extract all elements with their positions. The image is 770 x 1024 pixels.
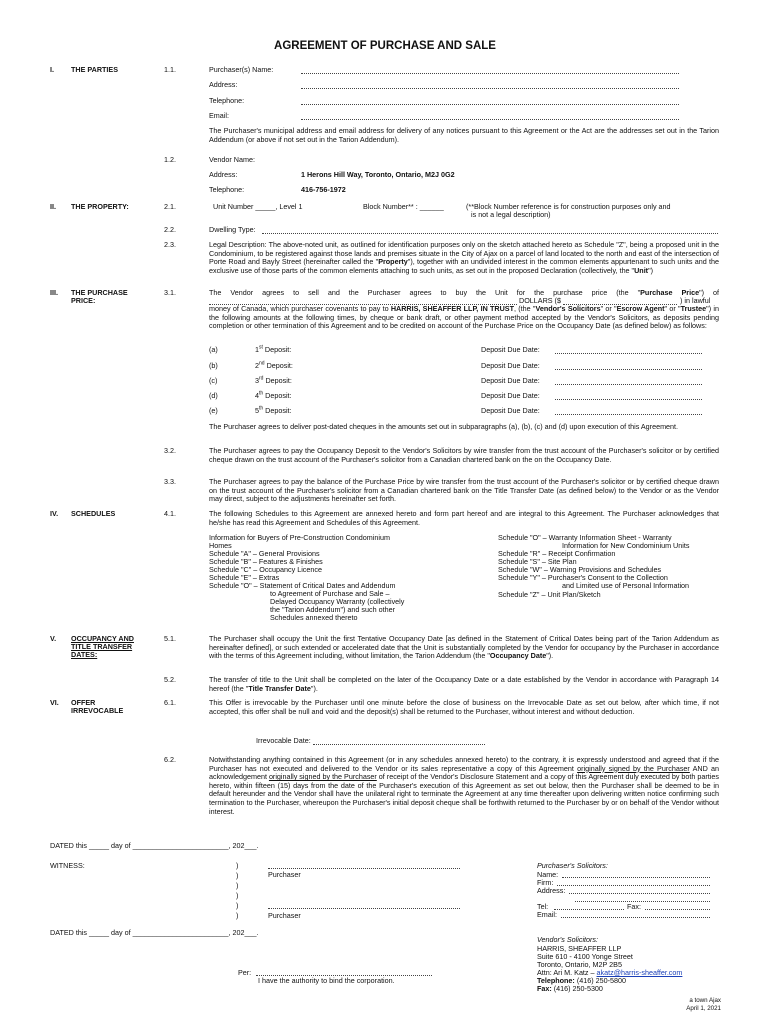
vendor-telephone-label: Telephone: <box>209 185 245 194</box>
solicitor-address-label: Address: <box>537 886 566 895</box>
clause-number: 5.1. <box>164 634 176 643</box>
section-heading-schedules: SCHEDULES <box>71 509 116 518</box>
schedule-item: Homes <box>209 541 232 550</box>
schedule-item: to Agreement of Purchase and Sale – <box>270 589 390 598</box>
deposit-due-label: Deposit Due Date: <box>481 406 540 415</box>
block-note-line2: is not a legal description) <box>471 210 551 219</box>
authority-statement: I have the authority to bind the corporation. <box>258 976 395 985</box>
section-number: VI. <box>50 698 59 707</box>
deposit-due-label: Deposit Due Date: <box>481 391 540 400</box>
solicitor-fax-field[interactable] <box>645 909 710 910</box>
vendor-telephone-value: 416-756-1972 <box>301 185 346 194</box>
clause-number: 4.1. <box>164 509 176 518</box>
schedule-item: the "Tarion Addendum") and such other <box>270 605 395 614</box>
post-dated-cheques-text: The Purchaser agrees to deliver post-dated cheques in the amounts set out in subparagraphs (a), (b), (c) and (d) upon execution of this Agreement. <box>209 422 679 431</box>
irrevocable-date-label: Irrevocable Date: <box>256 736 311 745</box>
schedule-item: Schedule "E" – Extras <box>209 573 280 582</box>
purchaser-name-label: Purchaser(s) Name: <box>209 65 274 74</box>
footer-date: April 1, 2021 <box>686 1005 721 1012</box>
clause-number: 2.1. <box>164 202 176 211</box>
footer-project: a town Ajax <box>689 997 721 1004</box>
schedule-item: Schedules annexed thereto <box>270 613 358 622</box>
schedule-item: Information for Buyers of Pre-Construction Condominium <box>209 533 390 542</box>
vendor-address-label: Address: <box>209 170 238 179</box>
dwelling-type-field[interactable] <box>262 233 718 234</box>
purchaser-signature-label: Purchaser <box>268 870 301 879</box>
deposit-label: 3rd Deposit: <box>255 375 292 385</box>
deposit-due-field[interactable] <box>555 353 702 354</box>
deposit-label: 4th Deposit: <box>255 390 292 400</box>
bracket: ) <box>236 901 239 910</box>
deposit-letter: (a) <box>209 345 218 354</box>
deposit-due-label: Deposit Due Date: <box>481 376 540 385</box>
deposit-due-label: Deposit Due Date: <box>481 345 540 354</box>
schedule-item: Schedule "A" – General Provisions <box>209 549 320 558</box>
purchaser-notice-text: The Purchaser's municipal address and email address for delivery of any notices pursuant to this Agreement or the Act are the addresses set out in the Tarion Addendum (or above if not set out in the Tarion Addendum). <box>209 126 719 144</box>
vendor-solicitors-heading: Vendor's Solicitors: <box>537 935 599 944</box>
solicitor-name-label: Name: <box>537 870 559 879</box>
witness-label: WITNESS: <box>50 861 85 870</box>
deposit-letter: (b) <box>209 361 218 370</box>
clause-number: 1.1. <box>164 65 176 74</box>
deposit-label: 1st Deposit: <box>255 344 292 354</box>
schedule-item: Schedule "S" – Site Plan <box>498 557 577 566</box>
vendor-name-label: Vendor Name: <box>209 155 255 164</box>
occupancy-deposit-text: The Purchaser agrees to pay the Occupancy Deposit to the Vendor's Solicitors by wire transfer from the trust account of the Purchaser's solicitor or by certified cheque drawn on the trust account of the Purchaser's solicitor from a Canadian chartered bank on the on the Occupancy Date. <box>209 446 719 464</box>
purchaser-email-label: Email: <box>209 111 229 120</box>
deposit-label: 2nd Deposit: <box>255 360 293 370</box>
section-heading-occupancy-3: DATES: <box>71 650 98 659</box>
clause-number: 6.1. <box>164 698 176 707</box>
vendor-solicitor-firm: HARRIS, SHEAFFER LLP <box>537 944 622 953</box>
purchaser-signature-label: Purchaser <box>268 911 301 920</box>
clause-number: 3.3. <box>164 477 176 486</box>
vendor-solicitor-address-2: Toronto, Ontario, M2P 2B5 <box>537 960 622 969</box>
balance-payment-text: The Purchaser agrees to pay the balance of the Purchase Price by wire transfer from the trust account of the Purchaser's solicitor or by certified cheque drawn on the trust account of the Purchaser's solicitor from a Canadian chartered bank on the Title Transfer Date (as defined below) to the Vendor or as the Vendor may direct, subject to the adjustments hereinafter set forth. <box>209 477 719 504</box>
dwelling-type-label: Dwelling Type: <box>209 225 256 234</box>
schedule-item: Delayed Occupancy Warranty (collectively <box>270 597 405 606</box>
section-heading-parties: THE PARTIES <box>71 65 118 74</box>
solicitor-tel-label: Tel: <box>537 902 549 911</box>
vendor-solicitor-fax: Fax: (416) 250-5300 <box>537 984 603 993</box>
bracket: ) <box>236 911 239 920</box>
lawful-label: ) in lawful <box>680 296 711 305</box>
schedule-item: Schedule "O" – Warranty Information Sheet - Warranty <box>498 533 672 542</box>
bracket: ) <box>236 881 239 890</box>
vendor-solicitor-telephone: Telephone: (416) 250-5800 <box>537 976 626 985</box>
purchaser-telephone-label: Telephone: <box>209 96 245 105</box>
solicitor-firm-label: Firm: <box>537 878 554 887</box>
bracket: ) <box>236 871 239 880</box>
legal-description-text: Legal Description: The above-noted unit, as outlined for identification purposes only on the sketch attached hereto as Schedule "Z", being a proposed unit in the Condominium, to be registered against those lands and premises situate in the City of Ajax on a parcel of land located to the north and east of the intersection of Porte Road and Bayly Street (hereinafter called the "Property"), together with an undivided interest in the common elements appurtenant to such units and the exclusive use of those parts of the common elements attaching to such units, as set out in the proposed Declaration (collectively, the "Unit") <box>209 240 719 275</box>
irrevocable-date-field[interactable] <box>313 744 485 745</box>
section-heading-property: THE PROPERTY: <box>71 202 129 211</box>
section-number: I. <box>50 65 54 74</box>
bracket: ) <box>236 891 239 900</box>
dated-line-purchaser[interactable]: DATED this _____ day of ________________________, 202___. <box>50 841 259 850</box>
solicitor-address-field-2[interactable] <box>575 901 710 902</box>
clause-number: 1.2. <box>164 155 176 164</box>
schedule-item: Schedule "W" – Warning Provisions and Schedules <box>498 565 662 574</box>
section-heading-price-1: THE PURCHASE <box>71 288 128 297</box>
section-number: V. <box>50 634 57 643</box>
section-heading-offer-2: IRREVOCABLE <box>71 706 124 715</box>
deposit-due-field[interactable] <box>555 414 702 415</box>
deposit-letter: (e) <box>209 406 218 415</box>
unit-number-field[interactable]: Unit Number _____, Level 1 <box>213 202 303 211</box>
schedule-item: Schedule "B" – Features & Finishes <box>209 557 323 566</box>
per-label: Per: <box>238 968 252 977</box>
section-number: II. <box>50 202 56 211</box>
schedule-item: Schedule "Y" – Purchaser's Consent to the Collection <box>498 573 668 582</box>
vendor-solicitor-email-link[interactable]: akatz@harris-sheaffer.com <box>596 968 683 977</box>
deposit-letter: (d) <box>209 391 218 400</box>
solicitor-tel-field[interactable] <box>554 909 624 910</box>
purchaser-signature-line[interactable] <box>268 908 460 909</box>
title-transfer-text: The transfer of title to the Unit shall be completed on the later of the Occupancy Date or a date established by the Vendor in accordance with Paragraph 14 hereof (the "Title Transfer Date"). <box>209 675 719 693</box>
solicitor-firm-field[interactable] <box>557 885 710 886</box>
bracket: ) <box>236 861 239 870</box>
schedule-item: Schedule "R" – Receipt Confirmation <box>498 549 616 558</box>
purchase-price-line1: The Vendor agrees to sell and the Purchaser agrees to buy the Unit for the purchase price (the "Purchase Price") of <box>209 288 719 297</box>
section-heading-price-2: PRICE: <box>71 296 96 305</box>
deposit-terms-text: money of Canada, which purchaser covenants to pay to HARRIS, SHEAFFER LLP, IN TRUST, (the "Vendor's Solicitors" or "Escrow Agent" or "Trustee") in the following amounts at the following times, by cheque or bank draft, or other payment method accepted by the Vendor's Solicitors, as deposits pending completion or other termination of this Agreement and to be credited on account of the Purchase Price on the Occupancy Date (as defined below) as follows: <box>209 304 719 331</box>
purchaser-email-field[interactable] <box>301 119 679 120</box>
purchaser-address-label: Address: <box>209 80 238 89</box>
vendor-solicitor-address-1: Suite 610 - 4100 Yonge Street <box>537 952 633 961</box>
deposit-due-label: Deposit Due Date: <box>481 361 540 370</box>
vendor-address-value: 1 Herons Hill Way, Toronto, Ontario, M2J 0G2 <box>301 170 455 179</box>
purchaser-telephone-field[interactable] <box>301 104 679 105</box>
section-heading-occupancy-2: TITLE TRANSFER <box>71 642 133 651</box>
clause-number: 6.2. <box>164 755 176 764</box>
solicitor-fax-label: Fax: <box>627 902 641 911</box>
section-number: III. <box>50 288 58 297</box>
solicitor-name-field[interactable] <box>562 877 710 878</box>
solicitor-address-field[interactable] <box>569 893 710 894</box>
dated-line-vendor[interactable]: DATED this _____ day of ________________________, 202___. <box>50 928 259 937</box>
irrevocable-text: This Offer is irrevocable by the Purchaser until one minute before the close of business on the Irrevocable Date as set out below, after which time, if not accepted, this offer shall be null and void and the deposit(s) shall be returned to the Purchaser, without interest and without deduction. <box>209 698 719 716</box>
section-heading-occupancy-1: OCCUPANCY AND <box>71 634 134 643</box>
deposit-label: 5th Deposit: <box>255 405 292 415</box>
purchaser-name-field[interactable] <box>301 73 679 74</box>
block-number-field[interactable]: Block Number** : ______ <box>363 202 444 211</box>
vendor-solicitor-attention: Attn: Ari M. Katz – akatz@harris-sheaffer.com <box>537 968 683 977</box>
section-number: IV. <box>50 509 59 518</box>
clause-number: 3.1. <box>164 288 176 297</box>
deposit-due-field[interactable] <box>555 369 702 370</box>
solicitor-email-label: Email: <box>537 910 557 919</box>
schedule-item: Schedule "Z" – Unit Plan/Sketch <box>498 590 601 599</box>
purchaser-solicitors-heading: Purchaser's Solicitors: <box>537 861 608 870</box>
clause-number: 2.3. <box>164 240 176 249</box>
purchaser-signature-line[interactable] <box>268 868 460 869</box>
schedules-intro-text: The following Schedules to this Agreement are annexed hereto and form part hereof and are integral to this Agreement. The Purchaser acknowledges that he/she has read this Agreement and Schedules of this Agreement. <box>209 509 719 527</box>
schedule-item: Information for New Condominium Units <box>562 541 690 550</box>
document-title: AGREEMENT OF PURCHASE AND SALE <box>274 40 496 52</box>
schedule-item: Schedule "C" – Occupancy Licence <box>209 565 322 574</box>
clause-number: 3.2. <box>164 446 176 455</box>
schedule-item: Schedule "O" – Statement of Critical Dates and Addendum <box>209 581 396 590</box>
dollars-label: DOLLARS ($ <box>519 296 561 305</box>
purchaser-address-field[interactable] <box>301 88 679 89</box>
deposit-due-field[interactable] <box>555 384 702 385</box>
solicitor-email-field[interactable] <box>561 917 710 918</box>
deposit-letter: (c) <box>209 376 218 385</box>
schedule-item: and Limited use of Personal Information <box>562 581 690 590</box>
deposit-due-field[interactable] <box>555 399 702 400</box>
block-note-line1: (**Block Number reference is for construction purposes only and <box>466 202 671 211</box>
clause-number: 2.2. <box>164 225 176 234</box>
execution-deadline-text: Notwithstanding anything contained in this Agreement (or in any schedules annexed hereto) to the contrary, it is expressly understood and agreed that if the Purchaser has not executed and delivered to the Vendor or its sales representative a copy of this Agreement originally signed by the Purchaser AND an acknowledgement originally signed by the Purchaser of receipt of the Vendor's Disclosure Statement and a copy of this Agreement duly executed by both parties hereto, within fifteen (15) days from the date of the Purchaser's execution of this Agreement as set out below, then the Purchaser shall be deemed to be in default hereunder and the Vendor shall have the unilateral right to terminate the Agreement at any time thereafter upon delivering written notice confirming such termination to the Purchaser, whereupon the Purchaser's initial deposit cheque shall be forthwith returned to the Purchaser by or on behalf of the Vendor without interest. <box>209 755 719 816</box>
section-heading-offer-1: OFFER <box>71 698 96 707</box>
clause-number: 5.2. <box>164 675 176 684</box>
occupancy-date-text: The Purchaser shall occupy the Unit the first Tentative Occupancy Date [as defined in the Statement of Critical Dates being part of the Tarion Addendum as hereinafter defined], or such extended or accelerated date that the Unit is substantially completed by the Vendor for occupancy by the Purchaser in accordance with the terms of this Agreement including, without limitation, the Tarion Addendum (the "Occupancy Date"). <box>209 634 719 661</box>
